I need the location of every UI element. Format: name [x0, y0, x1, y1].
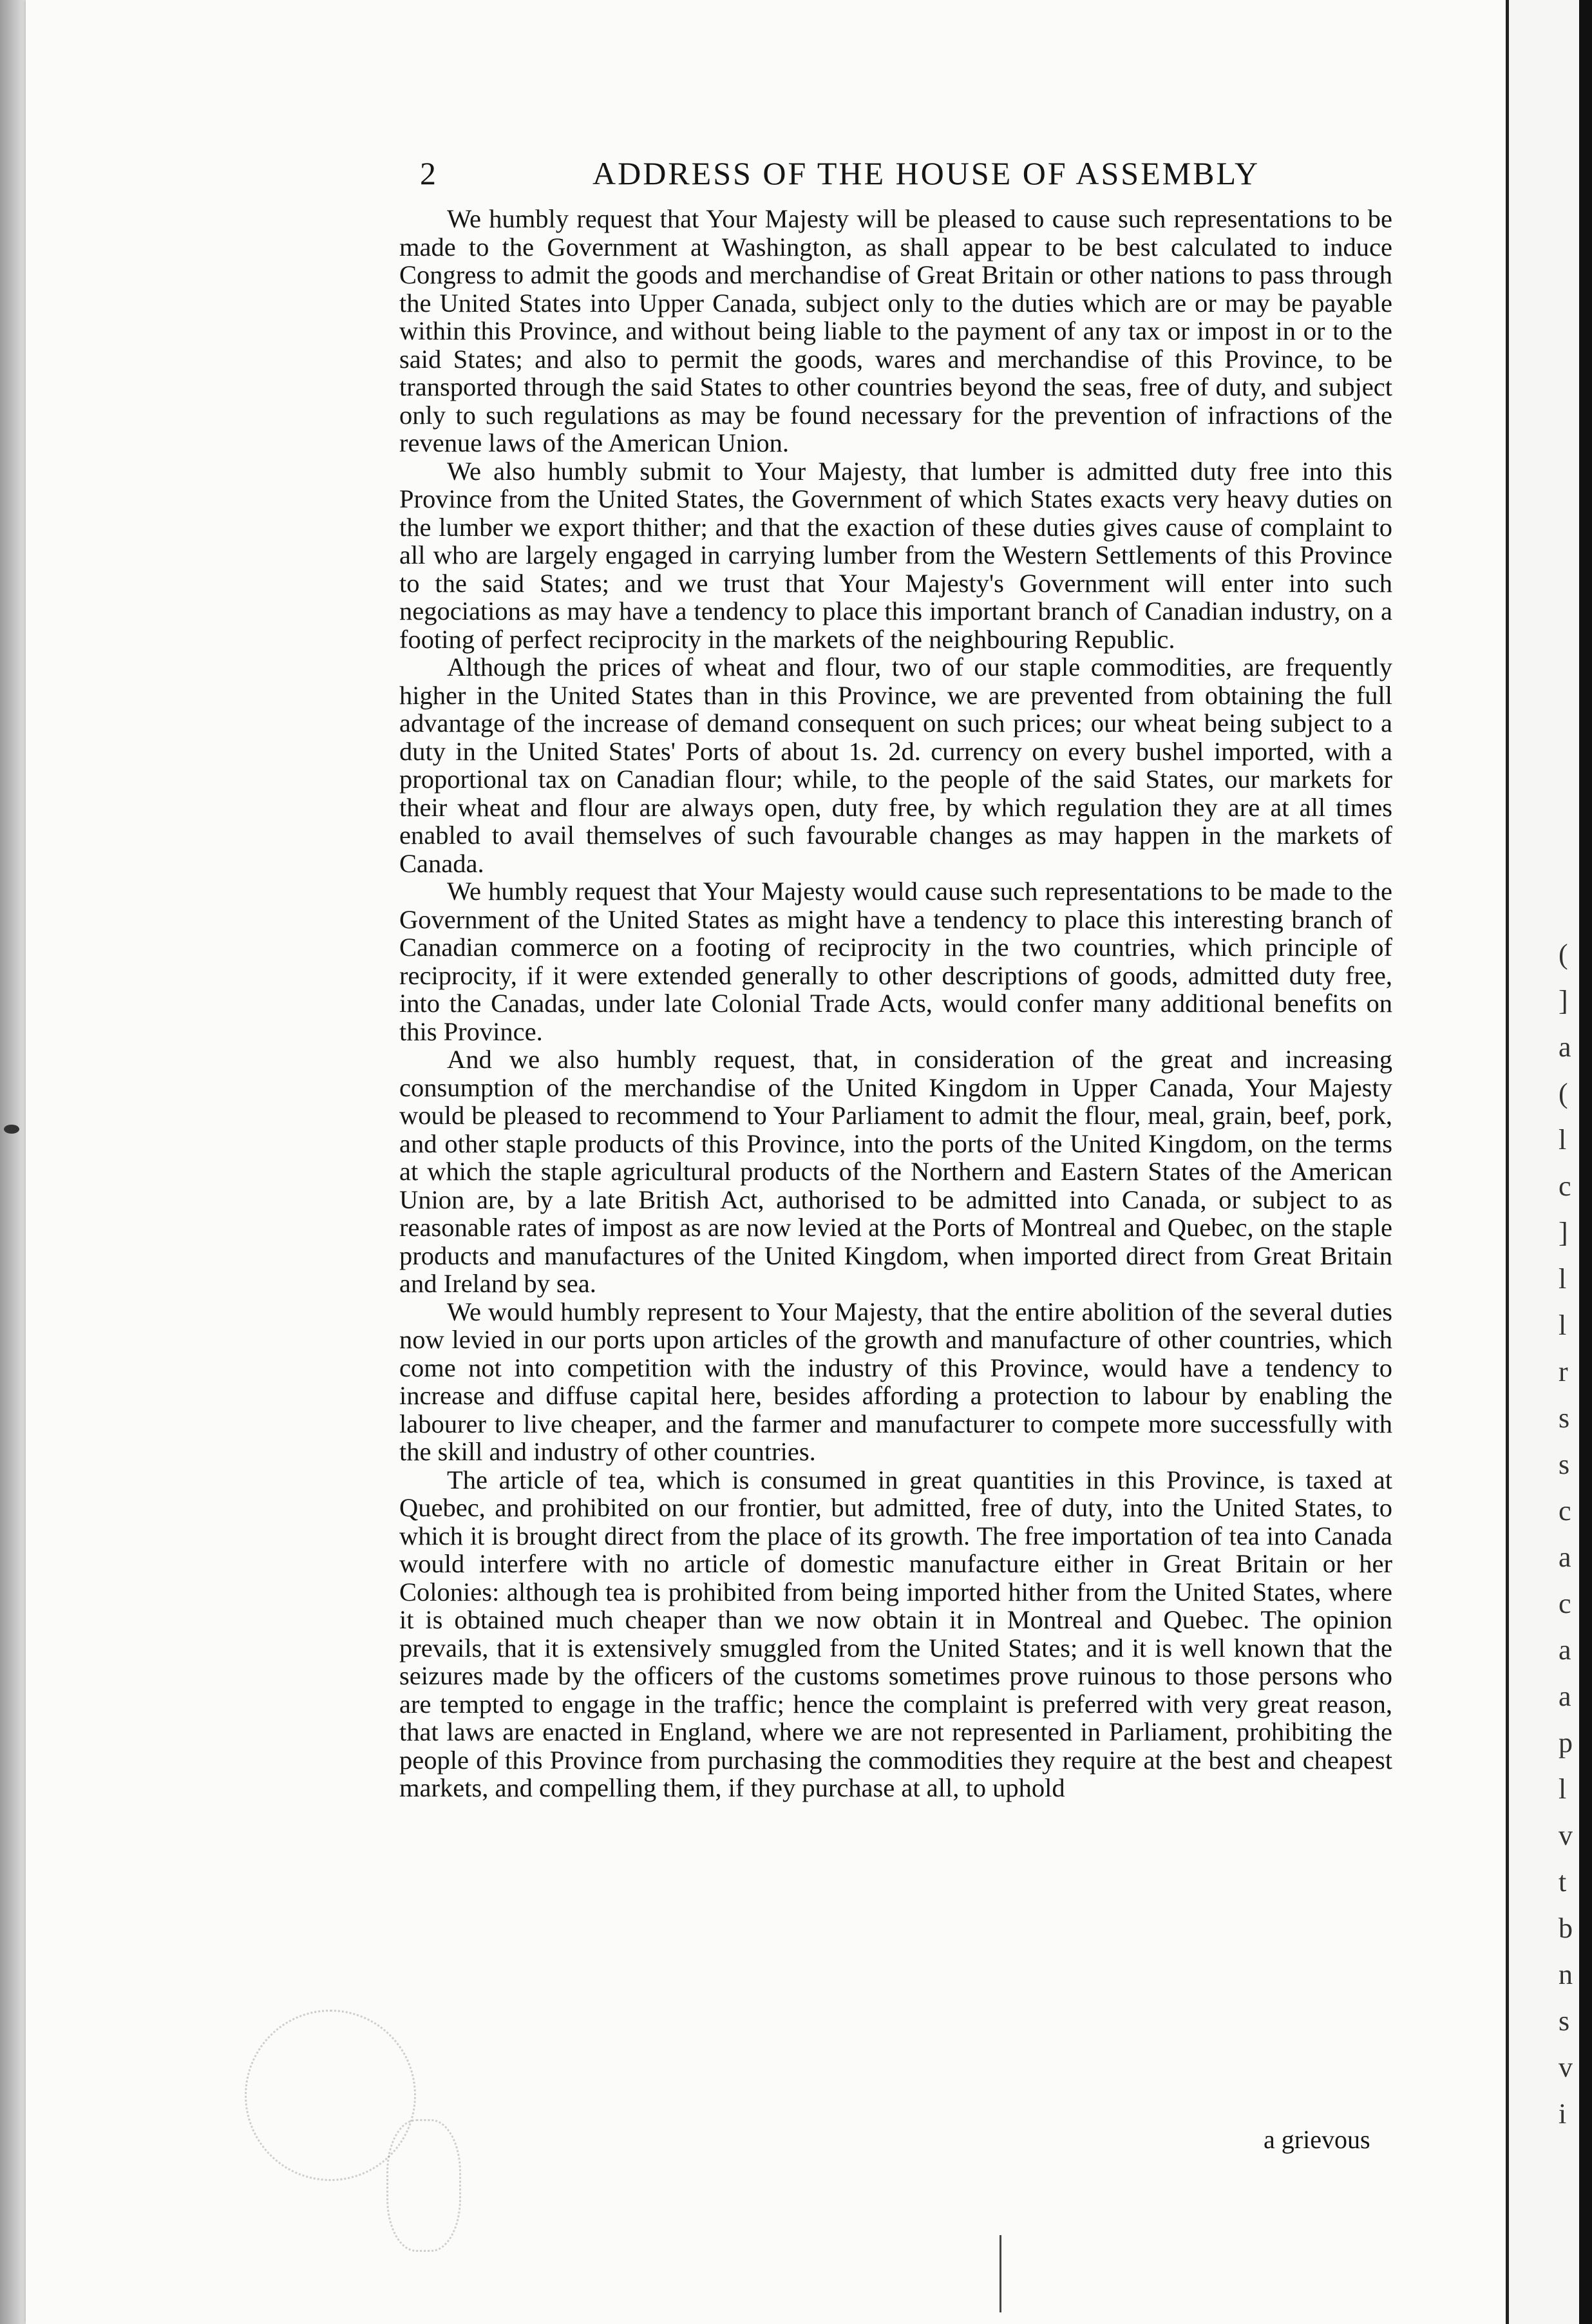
adjacent-page-fragment: c [1559, 1495, 1571, 1527]
binding-mark [1000, 2235, 1001, 2312]
adjacent-page-fragment: t [1559, 1866, 1567, 1898]
adjacent-page-fragment: c [1559, 1588, 1571, 1619]
adjacent-page-fragment: s [1559, 2005, 1570, 2037]
adjacent-page-fragment: a [1559, 1634, 1571, 1666]
scan-edge [1579, 0, 1592, 2324]
adjacent-page-fragment: ( [1559, 1078, 1568, 1109]
adjacent-page-fragment: p [1559, 1727, 1573, 1758]
adjacent-page-fragment: ] [1559, 1217, 1568, 1248]
adjacent-page-fragment: r [1559, 1356, 1568, 1387]
paragraph-5: And we also humbly request, that, in consideration of the great and increasing consumption of the merchandise of the United Kingdom in Upper Canada, Your Majesty would be pleased to recommend to Your Parliament to admit the flour, meal, grain, beef, pork, and other staple products of this Province, into the ports of the United Kingdom, on the terms at which the staple agricultural products of the Northern and Eastern States of the American Union are, by a late British Act, authorised to be admitted into Canada, or subject to as reasonable rates of impost as are now levied at the Ports of Montreal and Quebec, on the staple products and manufactures of the United Kingdom, when imported direct from Great Britain and Ireland by sea. [399, 1045, 1392, 1298]
adjacent-page-fragment: ( [1559, 938, 1568, 970]
adjacent-page-fragment: l [1559, 1124, 1567, 1156]
adjacent-page-fragment: l [1559, 1310, 1567, 1341]
adjacent-page-fragment: a [1559, 1681, 1571, 1712]
adjacent-page-fragment: n [1559, 1959, 1573, 1990]
body-text [399, 205, 1392, 1802]
paragraph-7: The article of tea, which is consumed in great quantities in this Province, is taxed at Quebec, and prohibited on our frontier, but admitted, free of duty, into the United States, to which it is brought direct from the place of its growth. The free importation of tea into Canada would interfere with no article of domestic manufacture either in Great Britain or her Colonies: although tea is prohibited from being imported hither from the United States, where it is obtained much cheaper than we now obtain it in Montreal and Quebec. The opinion prevails, that it is extensively smuggled from the United States; and it is well known that the seizures made by the officers of the customs sometimes prove ruinous to those persons who are tempted to engage in the traffic; hence the complaint is preferred with very great reason, that laws are enacted in England, where we are not represented in Parliament, prohibiting the people of this Province from purchasing the commodities they require at the best and cheapest markets, and compelling them, if they purchase at all, to uphold [399, 1465, 1392, 1802]
adjacent-page-fragment: c [1559, 1170, 1571, 1202]
adjacent-page-fragment: a [1559, 1541, 1571, 1573]
paragraph-4: We humbly request that Your Majesty would cause such representations to be made to the Government of the United States as might have a tendency to place this interesting branch of Canadian commerce on a footing of reciprocity in the two countries, which principle of reciprocity, if it were extended generally to other descriptions of goods, admitted duty free, into the Canadas, under late Colonial Trade Acts, would confer many additional benefits on this Province. [399, 877, 1392, 1046]
margin-mark [4, 1125, 19, 1134]
adjacent-page-fragment: s [1559, 1402, 1570, 1434]
adjacent-page-fragment: i [1559, 2098, 1567, 2129]
paragraph-2: We also humbly submit to Your Majesty, that lumber is admitted duty free into this Province from the United States, the Government of which States exacts very heavy duties on the lumber we export thither; and that the exaction of these duties gives cause of complaint to all who are largely engaged in carrying lumber from the Western Settlements of this Province to the said States; and we trust that Your Majesty's Government will enter into such negociations as may have a tendency to place this important branch of Canadian industry, on a footing of perfect reciprocity in the markets of the neighbouring Republic. [399, 456, 1392, 654]
page-number: 2 [420, 155, 438, 191]
stamp-residue [386, 2119, 461, 2252]
adjacent-page-fragment: v [1559, 1820, 1573, 1851]
adjacent-page-fragment: v [1559, 2052, 1573, 2083]
paragraph-1: We humbly request that Your Majesty will be pleased to cause such representations to be made to the Government at Washington, as shall appear to be best calculated to induce Congress to admit the goods and merchandise of Great Britain or other nations to pass through the United States into Upper Canada, subject only to the duties which are or may be payable within this Province, and without being liable to the payment of any tax or impost in or to the said States; and also to permit the goods, wares and merchandise of this Province, to be transported through the said States to other countries beyond the seas, free of duty, and subject only to such regulations as may be found necessary for the prevention of infractions of the revenue laws of the American Union. [399, 204, 1392, 457]
page-gutter-shadow [0, 0, 26, 2324]
adjacent-page-fragment: l [1559, 1263, 1567, 1295]
page-title: ADDRESS OF THE HOUSE OF ASSEMBLY [592, 155, 1260, 191]
adjacent-page-fragment: a [1559, 1031, 1571, 1063]
adjacent-page-fragment: l [1559, 1773, 1567, 1805]
adjacent-page-fragment: b [1559, 1912, 1573, 1944]
adjacent-page-fragment: ] [1559, 985, 1568, 1016]
adjacent-page-fragment: s [1559, 1449, 1570, 1480]
paragraph-3: Although the prices of wheat and flour, two of our staple commodities, are frequently higher in the United States than in this Province, we are prevented from obtaining the full advantage of the increase of demand consequent on such prices; our wheat being subject to a duty in the United States' Ports of about 1s. 2d. currency on every bushel imported, with a proportional tax on Canadian flour; while, to the people of the said States, our markets for their wheat and flour are always open, duty free, by which regulation they are at all times enabled to avail themselves of such favourable changes as may happen in the markets of Canada. [399, 652, 1392, 878]
catchword: a grievous [1264, 2125, 1370, 2154]
paragraph-6: We would humbly represent to Your Majesty, that the entire abolition of the several duties now levied in our ports upon articles of the growth and manufacture of other countries, which come not into competition with the industry of this Province, would have a tendency to increase and diffuse capital here, besides affording a protection to labour by enabling the labourer to live cheaper, and the farmer and manufacturer to compete more successfully with the skill and industry of other countries. [399, 1297, 1392, 1466]
document-page [26, 0, 1506, 2324]
